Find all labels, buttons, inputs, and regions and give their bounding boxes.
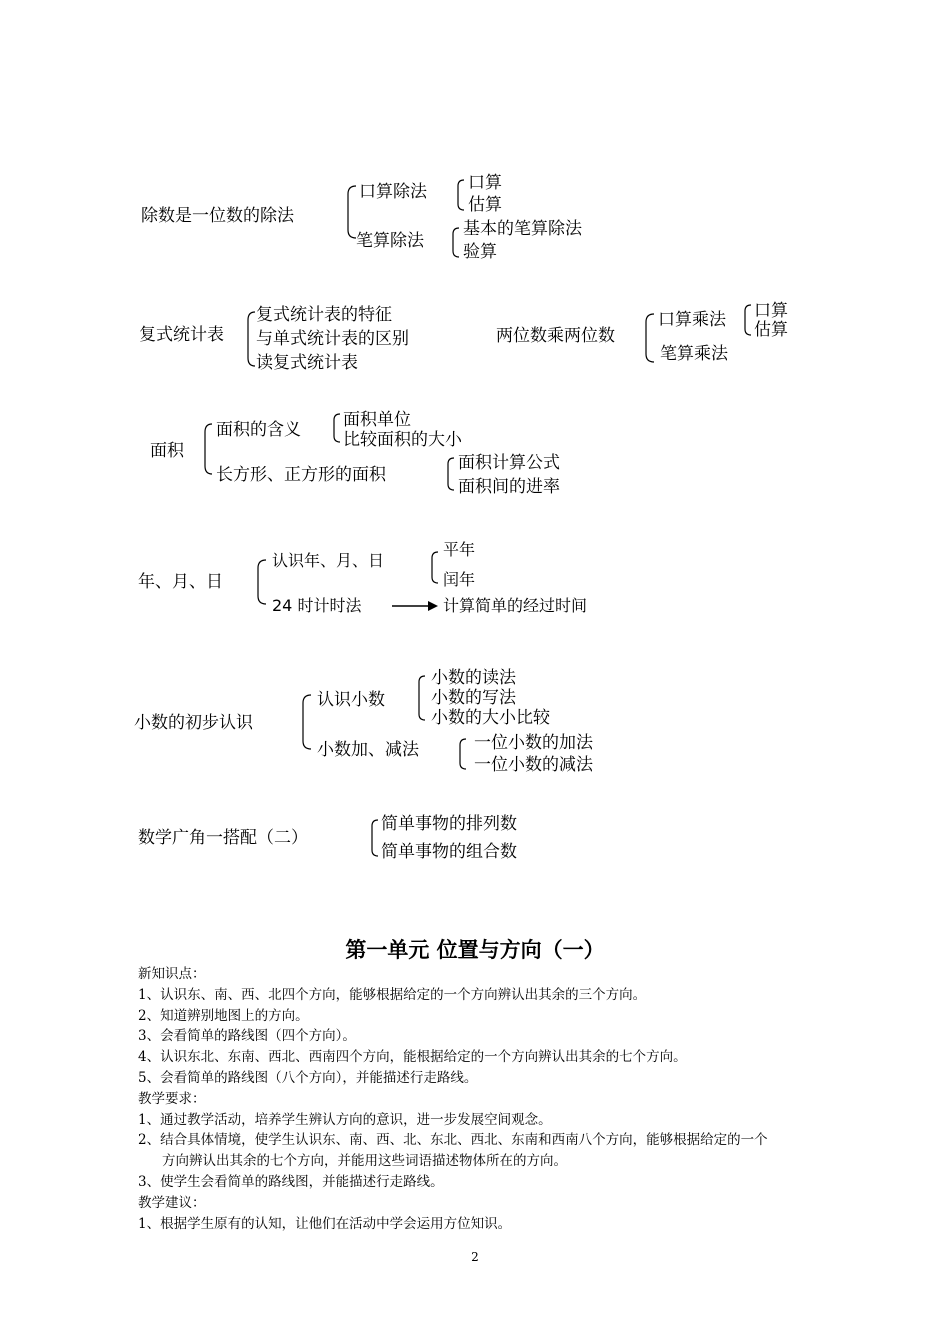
page-number: 2 (471, 1250, 479, 1264)
map-division-written: 笔算除法 (356, 231, 424, 251)
map-division-oral-item: 口算 (468, 173, 502, 193)
body-line: 2、知道辨别地图上的方向。 (138, 1007, 309, 1024)
map-area-rect-item: 面积间的进率 (458, 477, 560, 497)
body-line: 新知识点： (138, 966, 206, 982)
map-multiply-oral: 口算乘法 (658, 310, 726, 330)
map-area-rect: 长方形、正方形的面积 (216, 465, 386, 485)
body-line: 教学建议： (138, 1194, 206, 1211)
body-line: 3、使学生会看简单的路线图，并能描述行走路线。 (138, 1173, 444, 1190)
body-line: 1、根据学生原有的认知，让他们在活动中学会运用方位知识。 (138, 1215, 512, 1232)
body-line: 3、会看简单的路线图（四个方向）。 (138, 1028, 356, 1045)
map-decimal-know-item: 小数的写法 (431, 688, 516, 708)
map-date-clock: 24 时计时法 (272, 596, 362, 615)
body-line: 教学要求： (138, 1090, 206, 1107)
map-stats-root: 复式统计表 (139, 325, 224, 345)
map-mathwide-item: 简单事物的组合数 (381, 842, 517, 862)
body-line: 4、认识东北、东南、西北、西南四个方向，能根据给定的一个方向辨认出其余的七个方向。 (138, 1049, 687, 1066)
map-date-know-item: 闰年 (443, 570, 476, 589)
map-decimal-know-item: 小数的读法 (431, 668, 516, 688)
map-decimal-addsub-item: 一位小数的减法 (474, 755, 593, 775)
map-multiply-root: 两位数乘两位数 (496, 326, 615, 346)
map-decimal-know: 认识小数 (317, 690, 385, 710)
map-area-meaning-item: 比较面积的大小 (343, 430, 462, 450)
body-line: 2、结合具体情境，使学生认识东、南、西、北、东北、西北、东南和西南八个方向，能够根据给定的一个 (138, 1132, 768, 1149)
map-date-clock-result: 计算简单的经过时间 (443, 596, 588, 615)
arrow-icon (392, 601, 438, 611)
map-area-root: 面积 (150, 441, 184, 461)
map-decimal-know-item: 小数的大小比较 (431, 708, 550, 728)
map-multiply-oral-item: 口算 (754, 301, 788, 321)
map-area-meaning: 面积的含义 (216, 420, 301, 440)
map-mathwide-root: 数学广角一搭配（二） (138, 828, 308, 848)
section-body (138, 964, 878, 1234)
map-division-root: 除数是一位数的除法 (141, 206, 294, 226)
map-division-written-item: 验算 (463, 242, 497, 262)
map-multiply-oral-item: 估算 (754, 320, 788, 340)
map-date-know: 认识年、月、日 (272, 551, 385, 570)
map-area-rect-item: 面积计算公式 (458, 453, 560, 473)
map-division-written-item: 基本的笔算除法 (463, 219, 582, 239)
body-line: 5、会看简单的路线图（八个方向），并能描述行走路线。 (138, 1069, 478, 1086)
map-decimal-root: 小数的初步认识 (134, 713, 253, 733)
map-multiply-written: 笔算乘法 (660, 344, 728, 364)
map-division-oral: 口算除法 (359, 182, 427, 202)
map-date-root: 年、月、日 (138, 572, 223, 592)
map-stats-item: 与单式统计表的区别 (256, 329, 409, 349)
map-stats-item: 读复式统计表 (256, 353, 358, 373)
body-line: 1、认识东、南、西、北四个方向，能够根据给定的一个方向辨认出其余的三个方向。 (138, 986, 647, 1003)
map-decimal-addsub-item: 一位小数的加法 (474, 733, 593, 753)
body-line: 方向辨认出其余的七个方向，并能用这些词语描述物体所在的方向。 (162, 1153, 567, 1170)
section-heading: 第一单元 位置与方向（一） (345, 938, 605, 962)
map-stats-item: 复式统计表的特征 (256, 305, 392, 325)
map-decimal-addsub: 小数加、减法 (317, 740, 419, 760)
map-area-meaning-item: 面积单位 (343, 410, 411, 430)
map-date-know-item: 平年 (443, 540, 476, 559)
map-mathwide-item: 简单事物的排列数 (381, 814, 517, 834)
body-line: 1、通过教学活动，培养学生辨认方向的意识，进一步发展空间观念。 (138, 1111, 552, 1128)
map-division-oral-item: 估算 (468, 195, 502, 215)
